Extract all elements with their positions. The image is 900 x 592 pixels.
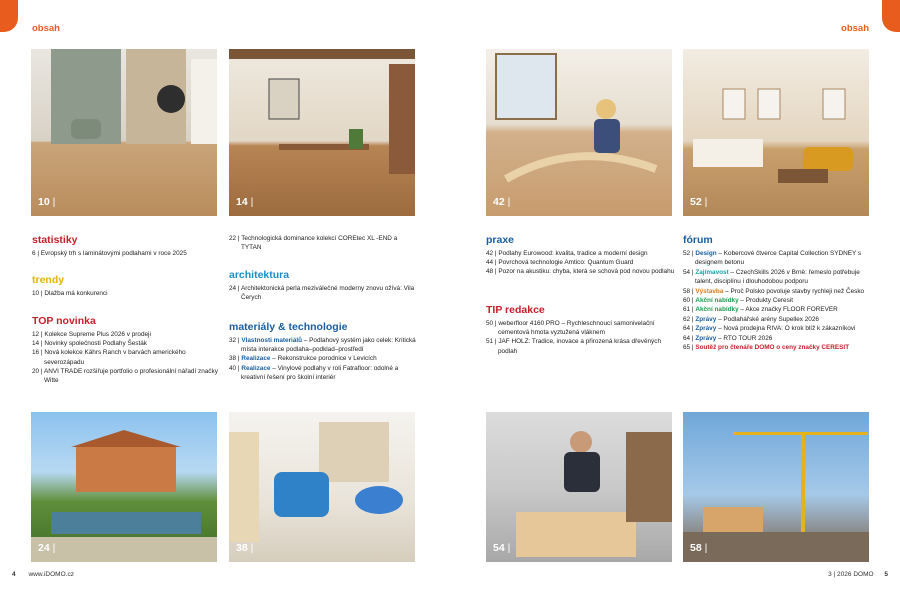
footer-left (12, 571, 74, 578)
item-tag: Akční nabídky (695, 297, 739, 305)
item-num: 32 | (229, 337, 240, 344)
section-tip-redakce (486, 304, 676, 356)
toc-item[interactable]: 22 | Technologická dominance kolekcí COREtec XL -END a TYTAN (229, 235, 398, 252)
item-num: 60 | (683, 297, 694, 305)
section-forum (683, 234, 873, 352)
toc-item[interactable]: 14 | Novinky společnosti Podlahy Šesták (32, 340, 147, 348)
toc-item[interactable]: 12 | Kolekce Supreme Plus 2026 v prodeji (32, 331, 151, 338)
heading-architektura: architektura (229, 269, 290, 281)
toc-item[interactable]: 42 | Podlahy Eurowood: kvalita, tradice a moderní design (486, 250, 648, 257)
toc-item[interactable] (683, 343, 873, 352)
page-number-54: 54 | (493, 542, 510, 554)
item-tag: Výstavba (695, 287, 724, 295)
footer-page-left: 4 (12, 571, 16, 578)
toc-item[interactable]: 51 | JAF HOLZ: Tradice, inovace a přirozená krása dřevěných podlah (486, 338, 661, 355)
heading-statistiky: statistiky (32, 234, 78, 246)
photo-interior-dining[interactable] (229, 49, 415, 216)
item-tag: Zprávy (695, 325, 717, 333)
section-architektura (229, 269, 417, 302)
heading-top-novinka: TOP novinka (32, 315, 96, 327)
photo-craftsman[interactable] (486, 412, 672, 562)
section-top-novinka (32, 315, 220, 385)
item-text: – RTO TOUR 2026 (716, 334, 773, 342)
footer-page-right: 5 (884, 571, 888, 578)
heading-praxe: praxe (486, 234, 515, 246)
item-tag: Realizace (241, 355, 271, 363)
item-num: 64 | (683, 334, 694, 342)
bedroom-illustration (683, 49, 869, 216)
item-tag: Akční nabídky (695, 306, 739, 314)
footer-right (828, 571, 888, 578)
section-col2-first (229, 234, 417, 252)
heading-materialy: materiály & technologie (229, 321, 348, 333)
item-tag: Design (695, 250, 717, 257)
toc-item[interactable]: 6 | Evropský trh s laminátovými podlahami v roce 2025 (32, 250, 187, 257)
toc-item[interactable]: 24 | Architektonická perla meziválečné moderny znovu ožívá: Vila Čerych (229, 285, 415, 302)
left-corner-tab (0, 0, 18, 32)
toc-item[interactable] (229, 354, 417, 363)
section-materialy (229, 321, 417, 382)
kitchen-illustration (31, 49, 217, 216)
item-tag: Zprávy (695, 334, 717, 342)
toc-item[interactable] (683, 296, 873, 305)
footer-brand: DOMO (853, 571, 874, 578)
section-praxe (486, 234, 676, 277)
page-number-10: 10 | (38, 196, 55, 208)
page-number-24: 24 | (38, 542, 55, 554)
heading-tip-redakce: TIP redakce (486, 304, 545, 316)
page-title-left: obsah (32, 23, 60, 34)
item-num: 38 | (229, 355, 240, 363)
toc-item[interactable] (683, 305, 873, 314)
item-tag: Realizace (241, 364, 271, 372)
item-num: 65 | (683, 344, 694, 352)
photo-maternity[interactable] (229, 412, 415, 562)
villa-illustration (31, 412, 217, 562)
item-text: – Produkty Ceresit (738, 297, 793, 305)
toc-item[interactable] (683, 268, 873, 287)
page-number-14: 14 | (236, 196, 253, 208)
photo-villa[interactable] (31, 412, 217, 562)
page-number-38: 38 | (236, 542, 253, 554)
section-trendy (32, 274, 222, 298)
toc-item[interactable]: 44 | Povrchová technologie Amtico: Quantum Guard (486, 259, 634, 267)
item-text: – Podlahový systém jako celek: Kritická místa interakce podlaha–podklad–prostředí (241, 337, 416, 354)
item-tag: Vlastnosti materiálů (241, 337, 303, 344)
item-text: – Kobercové čtverce Capital Collection SYDNEY s designem betonu (695, 250, 862, 267)
page-number-42: 42 | (493, 196, 510, 208)
section-statistiky (32, 234, 222, 258)
toc-item[interactable] (683, 334, 873, 343)
heading-forum: fórum (683, 234, 713, 246)
item-text: – Akce značky FLOOR FOREVER (738, 306, 838, 314)
item-tag: Zajímavost (695, 268, 729, 276)
item-num: 64 | (683, 325, 694, 333)
photo-construction[interactable] (683, 412, 869, 562)
item-text: – CzechSkills 2026 v Brně: řemeslo potřebuje talent, disciplínu i dlouhodobou podporu (695, 268, 860, 286)
item-num: 54 | (683, 268, 694, 276)
item-tag: Zprávy (695, 315, 717, 323)
dining-illustration (229, 49, 415, 216)
craftsman-illustration (486, 412, 672, 562)
item-text: – Nová prodejna RIVA: O krok blíž k zákazníkovi (716, 325, 856, 333)
toc-item[interactable] (683, 287, 873, 296)
toc-item[interactable]: 50 | weberfloor 4160 PRO – Rychleschnoucí samonivelační cementová hmota vyztužená vláknem (486, 320, 655, 337)
item-num: 40 | (229, 364, 240, 372)
toc-item[interactable] (229, 364, 417, 382)
page-number-52: 52 | (690, 196, 707, 208)
item-text: – Podlahářské arény Supellex 2026 (716, 315, 819, 323)
toc-item[interactable] (229, 336, 417, 354)
toc-item[interactable] (683, 249, 873, 268)
item-text: – Vinylové podlahy v roli Fatrafloor: odolné a kreativní řešení pro školní interiér (241, 364, 399, 381)
toc-item[interactable] (683, 315, 873, 324)
item-text: – Proč Polsko povoluje stavby rychleji než Česko (723, 287, 865, 295)
page-title-right: obsah (841, 23, 869, 34)
page-number-58: 58 | (690, 542, 707, 554)
footer-issue: 3 | 2026 (828, 571, 852, 578)
toc-item[interactable]: 20 | ANVI TRADE rozšiřuje portfolio o profesionální nářadí značky Witte (32, 367, 218, 385)
toc-item[interactable]: 48 | Pozor na akustiku: chyba, která se schová pod novou podlahu (486, 268, 675, 276)
item-text: – Rekonstrukce porodnice v Levicích (270, 355, 377, 363)
item-num: 52 | (683, 250, 694, 257)
toc-item[interactable]: 16 | Nová kolekce Kährs Ranch v barvách amerického severozápadu (32, 349, 186, 366)
photo-bedroom[interactable] (683, 49, 869, 216)
heading-trendy: trendy (32, 274, 65, 286)
footer-url[interactable]: www.iDOMO.cz (28, 571, 74, 578)
item-tag: Soutěž pro čtenáře DOMO o ceny značky CERESIT (695, 344, 850, 352)
photo-child-playing[interactable] (486, 49, 672, 216)
item-num: 58 | (683, 287, 694, 295)
maternity-illustration (229, 412, 415, 562)
item-num: 62 | (683, 315, 694, 323)
toc-item[interactable]: 10 | Dlažba má konkurenci (32, 290, 108, 297)
child-illustration (486, 49, 672, 216)
toc-item[interactable] (683, 324, 873, 333)
crane-illustration (683, 412, 869, 562)
item-num: 61 | (683, 306, 694, 314)
photo-interior-kitchen[interactable] (31, 49, 217, 216)
right-corner-tab (882, 0, 900, 32)
